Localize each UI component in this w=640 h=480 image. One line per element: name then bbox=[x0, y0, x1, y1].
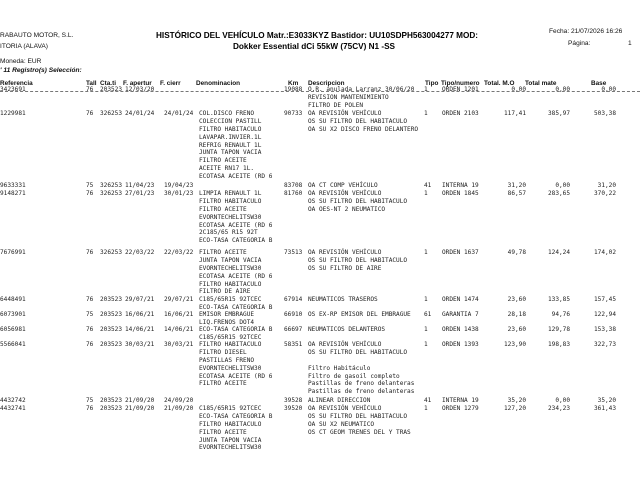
cell-cierre: 30/03/21 bbox=[164, 341, 194, 348]
cell-descripcion-line: OA REVISIÓN VEHÍCULO bbox=[308, 405, 382, 412]
cell-referencia: 4432742 bbox=[0, 397, 26, 404]
cell-tall: 76 bbox=[86, 326, 94, 333]
cell-descripcion-line: OA SU X2 NEUMATICO bbox=[308, 420, 375, 428]
cell-tipo-numero: INTERNA 19 bbox=[442, 182, 479, 189]
cell-descripcion-line: FILTRO DE POLEN bbox=[308, 101, 364, 109]
cell-denominacion-line: FILTRO ACEITE bbox=[199, 249, 247, 256]
cell-denominacion-line: ECO-TASA CATEGORIA B bbox=[199, 326, 273, 333]
cell-tall: 75 bbox=[86, 182, 94, 189]
cell-tipo-numero: ORDEN 2103 bbox=[442, 110, 479, 117]
cell-cierre: 21/09/20 bbox=[164, 405, 194, 412]
cell-total-mo: 117,41 bbox=[503, 110, 526, 117]
cell-denominacion bbox=[199, 190, 287, 245]
cell-km: 58351 bbox=[284, 341, 303, 348]
cell-km: 73513 bbox=[284, 249, 303, 256]
page-label: Página: bbox=[568, 40, 591, 47]
cell-tipo: 41 bbox=[424, 182, 432, 189]
cell-km: 81760 bbox=[284, 190, 303, 197]
cell-descripcion-line: OA REVISIÓN VEHÍCULO bbox=[308, 249, 382, 256]
currency-label: Moneda: EUR bbox=[0, 58, 42, 65]
cell-tall: 76 bbox=[86, 110, 94, 117]
page-number: 1 bbox=[628, 40, 632, 47]
cell-denominacion-line: ECOTASA ACEITE (RD 6 bbox=[199, 272, 273, 280]
cell-tipo: 1 bbox=[424, 341, 428, 348]
cell-referencia: 6448491 bbox=[0, 296, 26, 303]
cell-total-mate: 124,24 bbox=[547, 249, 570, 256]
col-tipo-numero: Tipo/numero bbox=[441, 80, 480, 87]
col-km: Km bbox=[288, 80, 299, 87]
cell-total-mate: 0,00 bbox=[555, 182, 570, 189]
cell-descripcion bbox=[308, 190, 426, 214]
cell-tipo-numero: ORDEN 1279 bbox=[442, 405, 479, 412]
cell-tipo: 61 bbox=[424, 311, 432, 318]
cell-denominacion-line: FILTRO HABITACULO bbox=[199, 341, 262, 348]
cell-denominacion-line: ECOTASA ACEITE (RD 6 bbox=[199, 221, 273, 229]
cell-descripcion-line bbox=[308, 357, 426, 365]
cell-denominacion bbox=[199, 341, 287, 388]
cell-total-mate: 129,78 bbox=[547, 326, 570, 333]
cell-base: 153,38 bbox=[593, 326, 616, 333]
cell-tall: 76 bbox=[86, 86, 94, 93]
cell-total-mo: 127,20 bbox=[503, 405, 526, 412]
cell-descripcion-line: ALINEAR DIRECCION bbox=[308, 397, 371, 404]
col-referencia: Referencia bbox=[0, 80, 33, 87]
cell-denominacion-line: C185/65R15 92TCEC bbox=[199, 405, 262, 412]
cell-denominacion-line: ECO-TASA CATEGORIA B bbox=[199, 303, 273, 311]
cell-cta: 203523 bbox=[100, 341, 123, 348]
cell-total-mate: 94,76 bbox=[551, 311, 570, 318]
cell-descripcion-line: NEUMATICOS DELANTEROS bbox=[308, 326, 386, 333]
cell-base: 370,22 bbox=[593, 190, 616, 197]
cell-denominacion-line: FILTRO ACEITE bbox=[199, 380, 247, 388]
cell-base: 503,38 bbox=[593, 110, 616, 117]
cell-cta: 203523 bbox=[100, 86, 123, 93]
cell-denominacion-line: EVORNTECHELITSW30 bbox=[199, 213, 262, 221]
cell-total-mo: 31,20 bbox=[507, 182, 526, 189]
cell-descripcion-line: OS SU FILTRO DE AIRE bbox=[308, 264, 382, 272]
cell-apertura: 16/06/21 bbox=[125, 311, 155, 318]
cell-denominacion-line: ECOTASA ACEITE (RD 6 bbox=[199, 372, 273, 380]
cell-descripcion-line: OA REVISIÓN VEHÍCULO bbox=[308, 341, 382, 348]
cell-descripcion-line: NEUMATICOS TRASEROS bbox=[308, 296, 378, 303]
cell-denominacion-line: COL.DISCO FRENO bbox=[199, 110, 255, 117]
cell-tipo: 1 bbox=[424, 110, 428, 117]
cell-total-mo: 123,90 bbox=[503, 341, 526, 348]
cell-tall: 75 bbox=[86, 311, 94, 318]
cell-total-mate: 283,65 bbox=[547, 190, 570, 197]
cell-referencia: 6073901 bbox=[0, 311, 26, 318]
cell-descripcion-line: OS SU FILTRO DEL HABITACULO bbox=[308, 412, 408, 420]
cell-tall: 76 bbox=[86, 405, 94, 412]
cell-denominacion-line: C185/65R15 92TCEC bbox=[199, 296, 262, 303]
cell-tall: 76 bbox=[86, 249, 94, 256]
cell-descripcion-line: OA REVISIÓN VEHÍCULO bbox=[308, 110, 382, 117]
cell-tipo-numero: ORDEN 1201 bbox=[442, 86, 479, 93]
cell-tipo: 1 bbox=[424, 326, 428, 333]
cell-denominacion-line: 2C185/65 R15 92T bbox=[199, 229, 258, 237]
cell-referencia: 1229981 bbox=[0, 110, 26, 117]
cell-descripcion bbox=[308, 405, 426, 437]
cell-denominacion-line: FILTRO DE AIRE bbox=[199, 288, 251, 296]
cell-denominacion-line: EVORNTECHELITSW30 bbox=[199, 444, 262, 452]
cell-total-mo: 0,00 bbox=[511, 86, 526, 93]
col-cierre: F. cierr bbox=[160, 80, 181, 87]
cell-denominacion-line: JUNTA TAPON VACIA bbox=[199, 436, 262, 444]
cell-tipo-numero: ORDEN 1438 bbox=[442, 326, 479, 333]
cell-denominacion-line: ECO-TASA CATEGORIA B bbox=[199, 412, 273, 420]
cell-apertura: 24/01/24 bbox=[125, 110, 155, 117]
cell-cta: 326253 bbox=[100, 110, 123, 117]
cell-tipo-numero: ORDEN 1845 bbox=[442, 190, 479, 197]
cell-denominacion-line: EVORNTECHELITSW30 bbox=[199, 264, 262, 272]
col-total-mate: Total mate bbox=[525, 80, 557, 87]
cell-total-mate: 234,23 bbox=[547, 405, 570, 412]
cell-tall: 76 bbox=[86, 190, 94, 197]
cell-referencia: 4432741 bbox=[0, 405, 26, 412]
cell-km: 39528 bbox=[284, 397, 303, 404]
cell-descripcion bbox=[308, 182, 426, 190]
cell-denominacion bbox=[199, 311, 287, 327]
cell-denominacion-line: FILTRO HABITACULO bbox=[199, 197, 262, 205]
cell-cta: 203523 bbox=[100, 296, 123, 303]
cell-cta: 203523 bbox=[100, 405, 123, 412]
cell-denominacion-line: FILTRO ACEITE bbox=[199, 157, 247, 165]
cell-denominacion bbox=[199, 405, 287, 452]
col-total-mo: Total. M.O bbox=[484, 80, 515, 87]
cell-cierre: 24/01/24 bbox=[164, 110, 194, 117]
cell-referencia: 5566041 bbox=[0, 341, 26, 348]
col-base: Base bbox=[591, 80, 607, 87]
cell-denominacion-line: LIMPIA RENAULT 1L bbox=[199, 190, 262, 197]
cell-base: 322,73 bbox=[593, 341, 616, 348]
cell-tipo-numero: ORDEN 1474 bbox=[442, 296, 479, 303]
cell-denominacion-line: FILTRO HABITACULO bbox=[199, 420, 262, 428]
cell-tipo-numero: INTERNA 19 bbox=[442, 397, 479, 404]
cell-denominacion bbox=[199, 296, 287, 312]
col-apertura: F. apertur bbox=[123, 80, 152, 87]
cell-denominacion bbox=[199, 326, 287, 342]
cell-base: 31,20 bbox=[597, 182, 616, 189]
cell-descripcion-line: OA OES-NT 2 NEUMATICO bbox=[308, 205, 386, 213]
cell-total-mate: 133,85 bbox=[547, 296, 570, 303]
cell-base: 174,02 bbox=[593, 249, 616, 256]
cell-tipo-numero: GARANTIA 7 bbox=[442, 311, 479, 318]
cell-denominacion-line: FILTRO DIESEL bbox=[199, 348, 247, 356]
cell-total-mo: 28,18 bbox=[507, 311, 526, 318]
cell-base: 35,20 bbox=[597, 397, 616, 404]
cell-cta: 203523 bbox=[100, 311, 123, 318]
cell-apertura: 11/04/23 bbox=[125, 182, 155, 189]
col-cta: Cta.ti bbox=[100, 80, 116, 87]
cell-denominacion-line: FILTRO ACEITE bbox=[199, 205, 247, 213]
cell-apertura: 12/03/20 bbox=[125, 86, 155, 93]
cell-km: 90733 bbox=[284, 110, 303, 117]
cell-descripcion-line: O.R. anulada Larranz 30/06/20 bbox=[308, 86, 415, 93]
cell-tipo: 41 bbox=[424, 397, 432, 404]
cell-referencia: 3423691 bbox=[0, 86, 26, 93]
cell-descripcion-line: Pastillas de freno delanteras bbox=[308, 388, 415, 396]
cell-km: 66910 bbox=[284, 311, 303, 318]
cell-total-mo: 35,20 bbox=[507, 397, 526, 404]
cell-km: 83708 bbox=[284, 182, 303, 189]
cell-denominacion-line: JUNTA TAPON VACIA bbox=[199, 149, 262, 157]
cell-descripcion-line: OS CT GEOM TRENES DEL Y TRAS bbox=[308, 428, 411, 436]
col-descripcion: Descripcion bbox=[308, 80, 345, 87]
col-tall: Tall bbox=[86, 80, 97, 87]
cell-km: 66697 bbox=[284, 326, 303, 333]
company-name: RABAUTO MOTOR, S.L. bbox=[0, 32, 74, 39]
cell-denominacion-line: PASTILLAS FRENO bbox=[199, 356, 255, 364]
cell-referencia: 7676991 bbox=[0, 249, 26, 256]
cell-referencia: 9633331 bbox=[0, 182, 26, 189]
cell-denominacion-line: C185/65R15 92TCEC bbox=[199, 333, 262, 341]
print-date: Fecha: 21/07/2026 16:26 bbox=[549, 28, 623, 35]
cell-km: 19088 bbox=[284, 86, 303, 93]
cell-denominacion-line: FILTRO HABITACULO bbox=[199, 125, 262, 133]
cell-base: 361,43 bbox=[593, 405, 616, 412]
selection-label: ' 11 Registro(s) Selección: bbox=[0, 67, 82, 74]
cell-denominacion-line: ECO-TASA CATEGORIA B bbox=[199, 237, 273, 245]
cell-tipo: 1 bbox=[424, 86, 428, 93]
company-city: ITORIA (ALAVA) bbox=[0, 43, 48, 50]
cell-referencia: 6056981 bbox=[0, 326, 26, 333]
col-denominacion: Denominacion bbox=[196, 80, 241, 87]
cell-tipo: 1 bbox=[424, 190, 428, 197]
cell-cierre: 19/04/23 bbox=[164, 182, 194, 189]
cell-descripcion bbox=[308, 110, 426, 134]
cell-km: 67914 bbox=[284, 296, 303, 303]
cell-descripcion-line: Filtro Habitáculo bbox=[308, 364, 371, 372]
cell-total-mo: 86,57 bbox=[507, 190, 526, 197]
cell-denominacion-line: EMISOR EMBRAGUE bbox=[199, 311, 255, 318]
cell-denominacion bbox=[199, 249, 287, 296]
cell-cierre: 22/03/22 bbox=[164, 249, 194, 256]
cell-tipo-numero: ORDEN 1393 bbox=[442, 341, 479, 348]
cell-apertura: 27/01/23 bbox=[125, 190, 155, 197]
cell-denominacion-line: LAVAPAR.INVIER.1L bbox=[199, 133, 262, 141]
cell-cta: 326253 bbox=[100, 249, 123, 256]
cell-cta: 203523 bbox=[100, 397, 123, 404]
cell-denominacion-line: FILTRO ACEITE bbox=[199, 428, 247, 436]
cell-total-mate: 198,83 bbox=[547, 341, 570, 348]
cell-descripcion bbox=[308, 296, 426, 304]
cell-denominacion-line: FILTRO HABITACULO bbox=[199, 280, 262, 288]
cell-descripcion-line: OS SU FILTRO DEL HABITACULO bbox=[308, 256, 408, 264]
cell-descripcion-line: Filtro de gasoil completo bbox=[308, 372, 400, 380]
cell-descripcion-line: OA REVISIÓN VEHÍCULO bbox=[308, 190, 382, 197]
cell-apertura: 21/09/20 bbox=[125, 397, 155, 404]
cell-cta: 326253 bbox=[100, 190, 123, 197]
cell-tipo: 1 bbox=[424, 296, 428, 303]
cell-denominacion-line: JUNTA TAPON VACIA bbox=[199, 256, 262, 264]
cell-apertura: 22/03/22 bbox=[125, 249, 155, 256]
cell-base: 0,00 bbox=[601, 86, 616, 93]
cell-denominacion-line: REFRIG RENAULT 1L bbox=[199, 141, 262, 149]
cell-denominacion-line: ECOTASA ACEITE (RD 6 bbox=[199, 173, 273, 181]
cell-tall: 76 bbox=[86, 341, 94, 348]
cell-total-mate: 0,00 bbox=[555, 86, 570, 93]
cell-descripcion bbox=[308, 341, 426, 396]
cell-total-mo: 23,60 bbox=[507, 326, 526, 333]
cell-descripcion-line: OS SU FILTRO DEL HABITACULO bbox=[308, 348, 408, 356]
cell-cierre: 14/06/21 bbox=[164, 326, 194, 333]
cell-tipo-numero: ORDEN 1637 bbox=[442, 249, 479, 256]
cell-descripcion bbox=[308, 397, 426, 405]
cell-cta: 326253 bbox=[100, 182, 123, 189]
cell-apertura: 29/07/21 bbox=[125, 296, 155, 303]
cell-descripcion-line: OA CT COMP VEHÍCULO bbox=[308, 182, 378, 189]
cell-tipo: 1 bbox=[424, 249, 428, 256]
cell-descripcion bbox=[308, 326, 426, 334]
cell-cierre: 16/06/21 bbox=[164, 311, 194, 318]
cell-denominacion-line: EVORNTECHELITSW30 bbox=[199, 364, 262, 372]
cell-cierre: 30/01/23 bbox=[164, 190, 194, 197]
cell-descripcion-line: OA SU X2 DISCO FRENO DELANTERO bbox=[308, 125, 419, 133]
report-title: HISTÓRICO DEL VEHÍCULO Matr.:E3033KYZ Bastidor: UU10SDPH563004277 MOD: bbox=[156, 31, 478, 40]
cell-base: 122,94 bbox=[593, 311, 616, 318]
cell-descripcion-line: Pastillas de freno delanteras bbox=[308, 380, 415, 388]
cell-descripcion-line: OS SU FILTRO DEL HABITACULO bbox=[308, 197, 408, 205]
cell-cierre: 29/07/21 bbox=[164, 296, 194, 303]
cell-apertura: 14/06/21 bbox=[125, 326, 155, 333]
cell-km: 39520 bbox=[284, 405, 303, 412]
cell-referencia: 9148271 bbox=[0, 190, 26, 197]
cell-denominacion-line: ACEITE RN17 1L. bbox=[199, 165, 255, 173]
cell-tall: 75 bbox=[86, 397, 94, 404]
cell-tall: 76 bbox=[86, 296, 94, 303]
cell-cierre: 24/09/20 bbox=[164, 397, 194, 404]
cell-denominacion bbox=[199, 110, 287, 181]
cell-descripcion bbox=[308, 249, 426, 273]
cell-apertura: 21/09/20 bbox=[125, 405, 155, 412]
cell-base: 157,45 bbox=[593, 296, 616, 303]
cell-total-mo: 23,60 bbox=[507, 296, 526, 303]
cell-descripcion bbox=[308, 311, 426, 319]
cell-cta: 203523 bbox=[100, 326, 123, 333]
cell-total-mate: 385,97 bbox=[547, 110, 570, 117]
cell-denominacion-line: LIQ.FRENOS DOT4 bbox=[199, 318, 255, 326]
cell-descripcion-line: REVISION MANTENIMIENTO bbox=[308, 93, 389, 101]
cell-tipo: 1 bbox=[424, 405, 428, 412]
cell-apertura: 30/03/21 bbox=[125, 341, 155, 348]
vehicle-model: Dokker Essential dCi 55kW (75CV) N1 -SS bbox=[233, 42, 395, 51]
col-tipo: Tipo bbox=[425, 80, 439, 87]
cell-descripcion-line: OS SU FILTRO DEL HABITACULO bbox=[308, 117, 408, 125]
cell-descripcion-line: OS EX-RP EMISOR DEL EMBRAGUE bbox=[308, 311, 411, 318]
cell-descripcion bbox=[308, 86, 426, 110]
cell-total-mate: 0,00 bbox=[555, 397, 570, 404]
cell-total-mo: 49,78 bbox=[507, 249, 526, 256]
cell-denominacion-line: COLECCION PASTILL bbox=[199, 117, 262, 125]
